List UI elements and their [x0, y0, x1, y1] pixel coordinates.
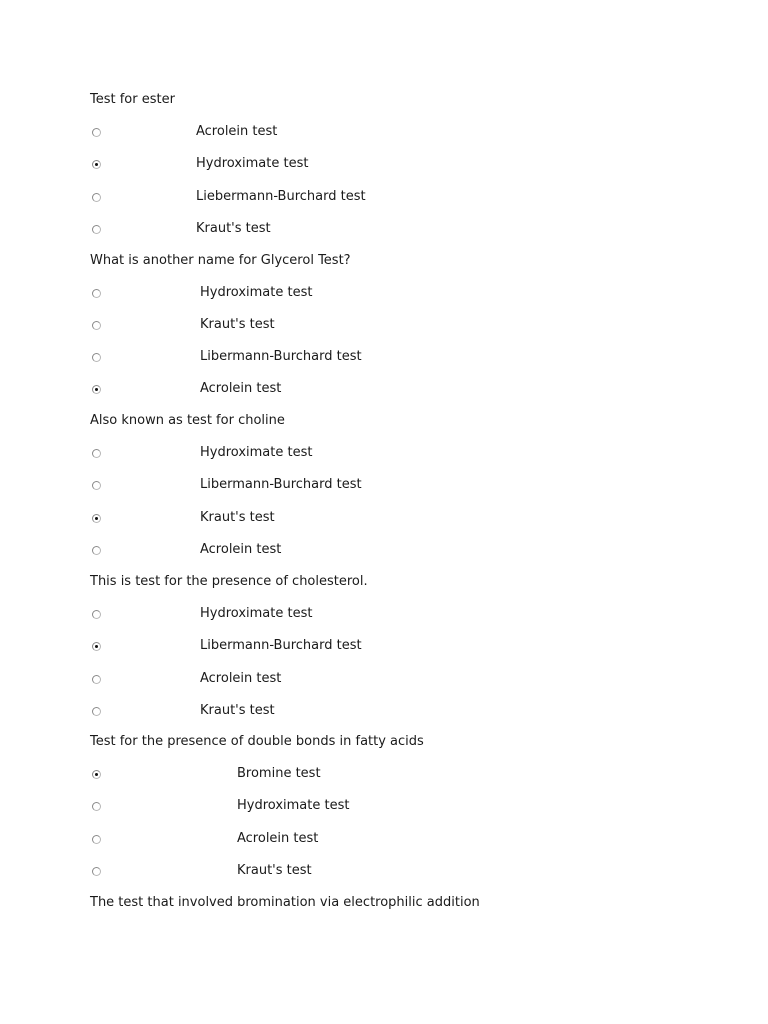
option-label: Liebermann-Burchard test — [196, 189, 366, 204]
question-4-option-4[interactable] — [92, 702, 492, 720]
question-4-option-3[interactable] — [92, 670, 492, 688]
option-label: Kraut's test — [196, 221, 271, 236]
radio-button[interactable] — [92, 642, 101, 651]
radio-button[interactable] — [92, 225, 101, 234]
radio-button[interactable] — [92, 321, 101, 330]
option-label: Libermann-Burchard test — [200, 477, 362, 492]
radio-button[interactable] — [92, 835, 101, 844]
radio-button[interactable] — [92, 289, 101, 298]
option-label: Acrolein test — [196, 124, 278, 139]
question-1-option-1[interactable] — [92, 123, 492, 141]
question-1-text: Test for ester — [90, 92, 175, 107]
option-label: Hydroximate test — [237, 798, 350, 813]
question-2-option-4[interactable] — [92, 380, 492, 398]
question-4-text: This is test for the presence of cholesterol. — [90, 574, 368, 589]
question-2-text: What is another name for Glycerol Test? — [90, 253, 351, 268]
question-2-option-3[interactable] — [92, 348, 492, 366]
question-1-option-4[interactable] — [92, 220, 492, 238]
option-label: Acrolein test — [200, 381, 282, 396]
radio-button[interactable] — [92, 802, 101, 811]
radio-button[interactable] — [92, 546, 101, 555]
option-label: Acrolein test — [200, 542, 282, 557]
option-label: Bromine test — [237, 766, 321, 781]
radio-button[interactable] — [92, 128, 101, 137]
option-label: Hydroximate test — [200, 285, 313, 300]
radio-button[interactable] — [92, 867, 101, 876]
option-label: Kraut's test — [200, 317, 275, 332]
question-6-text: The test that involved bromination via electrophilic addition — [90, 895, 480, 910]
question-2-option-2[interactable] — [92, 316, 492, 334]
option-label: Kraut's test — [237, 863, 312, 878]
question-3-text: Also known as test for choline — [90, 413, 285, 428]
question-1-option-3[interactable] — [92, 188, 492, 206]
radio-button[interactable] — [92, 707, 101, 716]
radio-button[interactable] — [92, 514, 101, 523]
radio-button[interactable] — [92, 610, 101, 619]
question-5-option-4[interactable] — [92, 862, 492, 880]
radio-button[interactable] — [92, 770, 101, 779]
option-label: Libermann-Burchard test — [200, 638, 362, 653]
radio-button[interactable] — [92, 160, 101, 169]
question-2-option-1[interactable] — [92, 284, 492, 302]
question-3-option-1[interactable] — [92, 444, 492, 462]
option-label: Kraut's test — [200, 703, 275, 718]
question-5-option-1[interactable] — [92, 765, 492, 783]
option-label: Libermann-Burchard test — [200, 349, 362, 364]
option-label: Hydroximate test — [200, 606, 313, 621]
question-4-option-1[interactable] — [92, 605, 492, 623]
option-label: Hydroximate test — [200, 445, 313, 460]
question-1-option-2[interactable] — [92, 155, 492, 173]
radio-button[interactable] — [92, 675, 101, 684]
radio-button[interactable] — [92, 353, 101, 362]
question-5-option-3[interactable] — [92, 830, 492, 848]
radio-button[interactable] — [92, 193, 101, 202]
option-label: Kraut's test — [200, 510, 275, 525]
radio-button[interactable] — [92, 385, 101, 394]
question-3-option-2[interactable] — [92, 476, 492, 494]
question-3-option-4[interactable] — [92, 541, 492, 559]
option-label: Acrolein test — [200, 671, 282, 686]
question-5-text: Test for the presence of double bonds in fatty acids — [90, 734, 424, 749]
radio-button[interactable] — [92, 449, 101, 458]
option-label: Hydroximate test — [196, 156, 309, 171]
radio-button[interactable] — [92, 481, 101, 490]
question-4-option-2[interactable] — [92, 637, 492, 655]
question-5-option-2[interactable] — [92, 797, 492, 815]
option-label: Acrolein test — [237, 831, 319, 846]
question-3-option-3[interactable] — [92, 509, 492, 527]
